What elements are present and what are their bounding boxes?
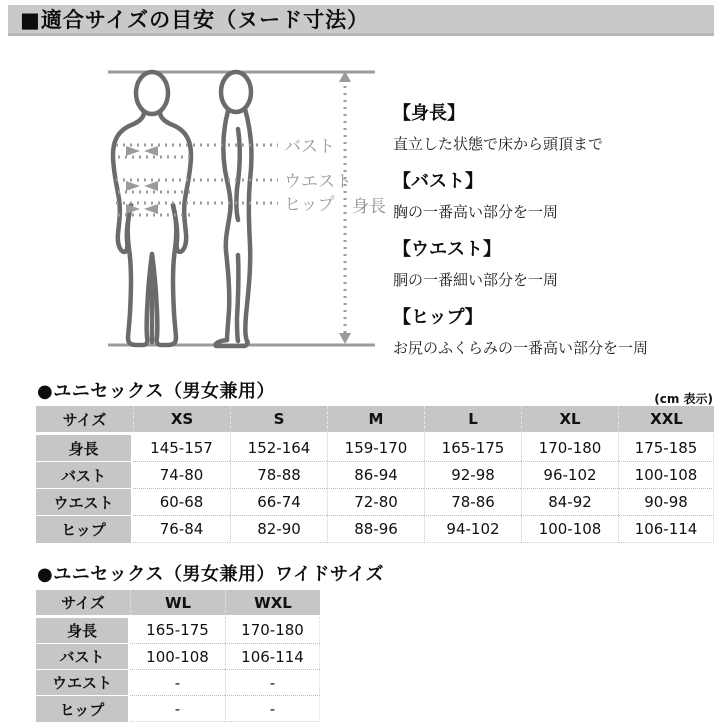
- table-row: [36, 434, 714, 461]
- column-header: WL: [130, 590, 225, 617]
- waist-measure-line: [116, 172, 352, 192]
- height-measure-line: [339, 71, 386, 344]
- definition-term: 【ヒップ】: [393, 307, 483, 328]
- definition-term: 【バスト】: [393, 171, 483, 192]
- size-cell: 82-90: [230, 515, 327, 543]
- definition-hip: [393, 303, 721, 358]
- table-row: [36, 669, 320, 695]
- unisex-wide-section-title: ●ユニセックス（男女兼用）ワイドサイズ: [37, 564, 385, 585]
- arrow-down-icon: [339, 333, 351, 344]
- size-cell: 170-180: [521, 434, 618, 461]
- size-cell: 152-164: [230, 434, 327, 461]
- row-label: 身長: [36, 434, 133, 461]
- bust-arrows-icon: [126, 146, 158, 156]
- size-cell: 106-114: [225, 643, 320, 669]
- table-row: [36, 617, 320, 643]
- waist-label: ウエスト: [284, 172, 352, 192]
- unit-note: (cm 表示): [654, 392, 713, 406]
- table-row: [36, 695, 320, 722]
- side-figure-outline: [215, 72, 251, 346]
- hip-label: ヒップ: [284, 195, 335, 215]
- row-label: ウエスト: [36, 669, 130, 695]
- size-cell: 145-157: [133, 434, 230, 461]
- table-row: [36, 515, 714, 543]
- column-header: XXL: [618, 406, 714, 434]
- definition-term: 【ウエスト】: [393, 239, 501, 260]
- size-cell: -: [130, 669, 225, 695]
- size-cell: 175-185: [618, 434, 714, 461]
- page-title: ■適合サイズの目安（ヌード寸法）: [8, 5, 714, 36]
- size-cell: 78-88: [230, 461, 327, 488]
- column-header: S: [230, 406, 327, 434]
- measurement-definitions: [393, 99, 721, 371]
- definition-desc: お尻のふくらみの一番高い部分を一周: [393, 339, 649, 357]
- size-cell: 78-86: [424, 488, 521, 515]
- definition-height: [393, 99, 721, 154]
- definition-desc: 胸の一番高い部分を一周: [393, 203, 559, 221]
- size-cell: 100-108: [130, 643, 225, 669]
- height-label: 身長: [352, 197, 386, 217]
- bust-label: バスト: [284, 137, 335, 157]
- size-cell: 66-74: [230, 488, 327, 515]
- column-header: WXL: [225, 590, 320, 617]
- size-cell: -: [225, 695, 320, 722]
- column-header: サイズ: [36, 406, 133, 434]
- size-cell: 88-96: [327, 515, 424, 543]
- size-cell: 100-108: [618, 461, 714, 488]
- size-cell: -: [130, 695, 225, 722]
- size-cell: 100-108: [521, 515, 618, 543]
- size-cell: 74-80: [133, 461, 230, 488]
- unisex-size-table: [36, 406, 714, 543]
- unisex-wide-size-table: [36, 590, 320, 722]
- table-header-row: [36, 590, 320, 617]
- size-cell: 90-98: [618, 488, 714, 515]
- size-cell: 84-92: [521, 488, 618, 515]
- size-cell: 86-94: [327, 461, 424, 488]
- row-label: ヒップ: [36, 515, 133, 543]
- definition-desc: 胴の一番細い部分を一周: [393, 271, 559, 289]
- definition-bust: [393, 167, 721, 222]
- row-label: ヒップ: [36, 695, 130, 722]
- column-header: サイズ: [36, 590, 130, 617]
- hip-measure-line: [116, 195, 335, 215]
- column-header: XL: [521, 406, 618, 434]
- unisex-section-title: ●ユニセックス（男女兼用）: [37, 381, 276, 402]
- size-cell: 76-84: [133, 515, 230, 543]
- size-cell: 165-175: [424, 434, 521, 461]
- size-cell: 159-170: [327, 434, 424, 461]
- column-header: L: [424, 406, 521, 434]
- table-row: [36, 643, 320, 669]
- definition-desc: 直立した状態で床から頭頂まで: [393, 135, 604, 153]
- table-row: [36, 461, 714, 488]
- size-cell: -: [225, 669, 320, 695]
- size-cell: 106-114: [618, 515, 714, 543]
- column-header: M: [327, 406, 424, 434]
- definition-term: 【身長】: [393, 103, 465, 124]
- size-cell: 72-80: [327, 488, 424, 515]
- size-cell: 92-98: [424, 461, 521, 488]
- body-measurement-figure-svg: [88, 55, 390, 357]
- waist-arrows-icon: [126, 181, 158, 191]
- size-cell: 96-102: [521, 461, 618, 488]
- size-cell: 170-180: [225, 617, 320, 643]
- body-measurement-diagram: [88, 55, 390, 357]
- column-header: XS: [133, 406, 230, 434]
- size-cell: 165-175: [130, 617, 225, 643]
- row-label: バスト: [36, 461, 133, 488]
- row-label: 身長: [36, 617, 130, 643]
- table-row: [36, 488, 714, 515]
- row-label: バスト: [36, 643, 130, 669]
- table-header-row: [36, 406, 714, 434]
- row-label: ウエスト: [36, 488, 133, 515]
- size-cell: 94-102: [424, 515, 521, 543]
- size-cell: 60-68: [133, 488, 230, 515]
- definition-waist: [393, 235, 721, 290]
